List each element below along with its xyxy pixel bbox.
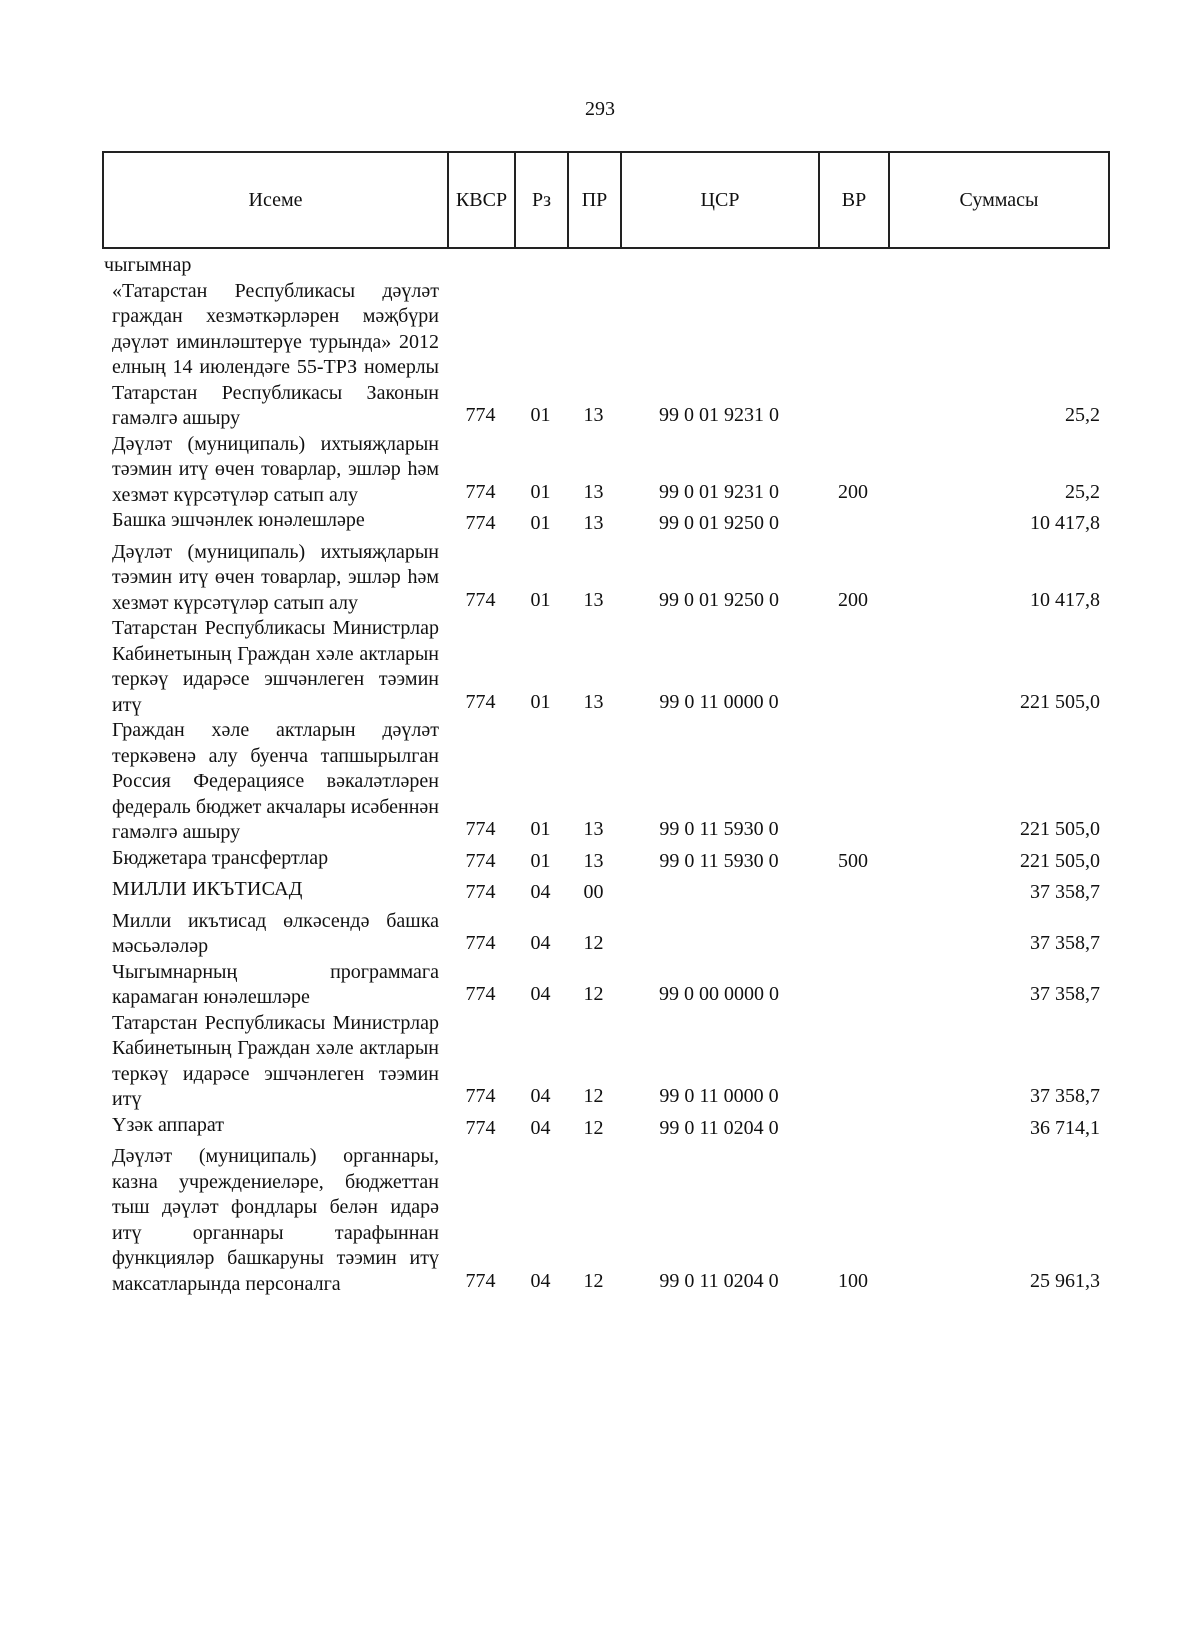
row-vr: 200: [838, 480, 868, 503]
row-csr: 99 0 01 9231 0: [659, 480, 779, 503]
row-pr: 12: [583, 932, 604, 954]
row-csr: [620, 877, 818, 909]
row-pr: 13: [583, 404, 604, 426]
row-pr: 13: [583, 588, 604, 611]
row-sum: 37 358,7: [1030, 881, 1100, 903]
row-kvsr: [447, 253, 514, 279]
row-pr: 13: [583, 512, 604, 534]
table-row: [102, 616, 1108, 718]
row-sum: [888, 253, 1108, 279]
row-name: Милли икътисад өлкәсендә башка мәсьәләләр: [112, 909, 439, 957]
row-pr: 12: [583, 1116, 604, 1139]
row-csr: 99 0 00 0000 0: [659, 983, 779, 1005]
row-pr: 00: [583, 881, 604, 903]
row-vr: [818, 960, 888, 1011]
row-rz: 01: [530, 480, 551, 503]
row-sum: 10 417,8: [1030, 588, 1100, 611]
row-name: Дәүләт (муниципаль) органнары, казна учреждениеләре, бюджеттан тыш дәүләт фондлары белән идарә итү органнары тарафыннан функцияләр башкаруны тәэмин итү максатларында персоналга: [112, 1145, 439, 1295]
row-name: Башка эшчәнлек юнәлешләре: [112, 509, 365, 531]
row-kvsr: 774: [465, 1085, 496, 1107]
row-vr: [818, 877, 888, 909]
row-sum: 37 358,7: [1030, 983, 1100, 1005]
row-rz: 04: [530, 1269, 551, 1292]
row-csr: [620, 909, 818, 960]
row-vr: [818, 616, 888, 718]
row-rz: 04: [530, 1116, 551, 1139]
row-name: «Татарстан Республикасы дәүләт граждан хезмәткәрләрен мәҗбүри дәүләт иминләштерүе турында» 2012 елның 14 июлендәге 55-ТРЗ номерлы Татарстан Республикасы Законын гамәлгә ашыру: [112, 279, 439, 429]
row-csr: 99 0 11 0204 0: [659, 1116, 779, 1139]
row-kvsr: 774: [465, 404, 496, 426]
column-header-vr: ВР: [819, 152, 889, 248]
row-kvsr: 774: [465, 849, 496, 872]
table-row: [102, 877, 1108, 909]
row-name: Чыгымнарның программага карамаган юнәлешләре: [112, 960, 439, 1008]
budget-table: [102, 253, 1108, 1297]
row-csr: 99 0 01 9231 0: [659, 404, 779, 426]
row-csr: 99 0 11 5930 0: [659, 849, 779, 872]
table-header: [102, 151, 1110, 249]
row-csr: 99 0 11 0000 0: [659, 690, 779, 713]
row-kvsr: 774: [465, 1269, 496, 1292]
row-pr: 12: [583, 1085, 604, 1107]
row-rz: 04: [530, 881, 551, 903]
row-name: Татарстан Республикасы Министрлар Кабинетының Граждан хәле актларын теркәү идарәсе эшчәнлеген тәэмин итү: [112, 1011, 439, 1110]
table-row: [102, 960, 1108, 1011]
table-row: [102, 432, 1108, 509]
row-csr: 99 0 11 5930 0: [659, 818, 779, 840]
row-name: Бюджетара трансфертлар: [112, 846, 329, 869]
row-pr: 13: [583, 690, 604, 713]
row-sum: 221 505,0: [1020, 849, 1100, 872]
row-sum: 10 417,8: [1030, 512, 1100, 534]
row-vr: 100: [838, 1269, 868, 1292]
row-name: Дәүләт (муниципаль) ихтыяҗларын тәэмин итү өчен товарлар, эшләр һәм хезмәт күрсәтүләр сатып алу: [112, 540, 439, 614]
table-row: [102, 508, 1108, 540]
table-row: [102, 1144, 1108, 1297]
row-csr: 99 0 01 9250 0: [659, 588, 779, 611]
row-vr: [818, 1011, 888, 1113]
row-csr: 99 0 01 9250 0: [659, 512, 779, 534]
row-vr: [818, 279, 888, 432]
row-kvsr: 774: [465, 588, 496, 611]
row-rz: 04: [530, 983, 551, 1005]
row-rz: 01: [530, 404, 551, 426]
table-row: [102, 846, 1108, 878]
row-name: Граждан хәле актларын дәүләт теркәвенә алу буенча тапшырылган Россия Федерациясе вәкаләтләрен федераль бюджет акчалары исәбеннән гамәлгә ашыру: [112, 719, 439, 843]
column-header-kvsr: КВСР: [448, 152, 515, 248]
row-pr: 13: [583, 849, 604, 872]
table-row: [102, 909, 1108, 960]
row-sum: 221 505,0: [1020, 690, 1100, 713]
row-rz: 01: [530, 588, 551, 611]
row-kvsr: 774: [465, 480, 496, 503]
row-sum: 36 714,1: [1030, 1116, 1100, 1139]
row-name: чыгымнар: [104, 254, 192, 276]
row-csr: 99 0 11 0000 0: [659, 1085, 779, 1107]
row-rz: 04: [530, 932, 551, 954]
table-row: [102, 1113, 1108, 1145]
row-vr: [818, 253, 888, 279]
column-header-csr: ЦСР: [621, 152, 819, 248]
row-sum: 37 358,7: [1030, 932, 1100, 954]
row-name: Дәүләт (муниципаль) ихтыяҗларын тәэмин итү өчен товарлар, эшләр һәм хезмәт күрсәтүләр сатып алу: [112, 432, 439, 506]
column-header-rz: Рз: [515, 152, 568, 248]
row-sum: 25,2: [1065, 480, 1100, 503]
row-kvsr: 774: [465, 512, 496, 534]
column-header-name: Исеме: [103, 152, 448, 248]
row-rz: [514, 253, 567, 279]
table-row: [102, 540, 1108, 617]
row-csr: 99 0 11 0204 0: [659, 1269, 779, 1292]
row-rz: 04: [530, 1085, 551, 1107]
table-row: [102, 1011, 1108, 1113]
row-pr: 12: [583, 983, 604, 1005]
row-pr: [567, 253, 620, 279]
row-pr: 12: [583, 1269, 604, 1292]
row-kvsr: 774: [465, 932, 496, 954]
row-vr: [818, 1113, 888, 1145]
row-name: МИЛЛИ ИКЪТИСАД: [112, 878, 303, 900]
page-number: 293: [585, 98, 615, 120]
row-vr: [818, 909, 888, 960]
row-pr: 13: [583, 818, 604, 840]
row-sum: 37 358,7: [1030, 1085, 1100, 1107]
row-vr: [818, 718, 888, 846]
row-rz: 01: [530, 512, 551, 534]
row-kvsr: 774: [465, 818, 496, 840]
row-rz: 01: [530, 818, 551, 840]
row-sum: 25,2: [1065, 404, 1100, 426]
row-rz: 01: [530, 849, 551, 872]
table-row: [102, 718, 1108, 846]
row-name: Татарстан Республикасы Министрлар Кабинетының Граждан хәле актларын теркәү идарәсе эшчәнлеген тәэмин итү: [112, 617, 439, 716]
row-sum: 25 961,3: [1030, 1269, 1100, 1292]
row-vr: 200: [838, 588, 868, 611]
table-row: [102, 279, 1108, 432]
row-vr: 500: [838, 849, 868, 872]
row-rz: 01: [530, 690, 551, 713]
row-kvsr: 774: [465, 690, 496, 713]
column-header-sum: Суммасы: [889, 152, 1109, 248]
row-kvsr: 774: [465, 983, 496, 1005]
row-kvsr: 774: [465, 1116, 496, 1139]
row-sum: 221 505,0: [1020, 818, 1100, 840]
row-pr: 13: [583, 480, 604, 503]
row-name: Үзәк аппарат: [112, 1113, 224, 1136]
row-vr: [818, 508, 888, 540]
table-row: [102, 253, 1108, 279]
row-kvsr: 774: [465, 881, 496, 903]
row-csr: [620, 253, 818, 279]
column-header-pr: ПР: [568, 152, 621, 248]
